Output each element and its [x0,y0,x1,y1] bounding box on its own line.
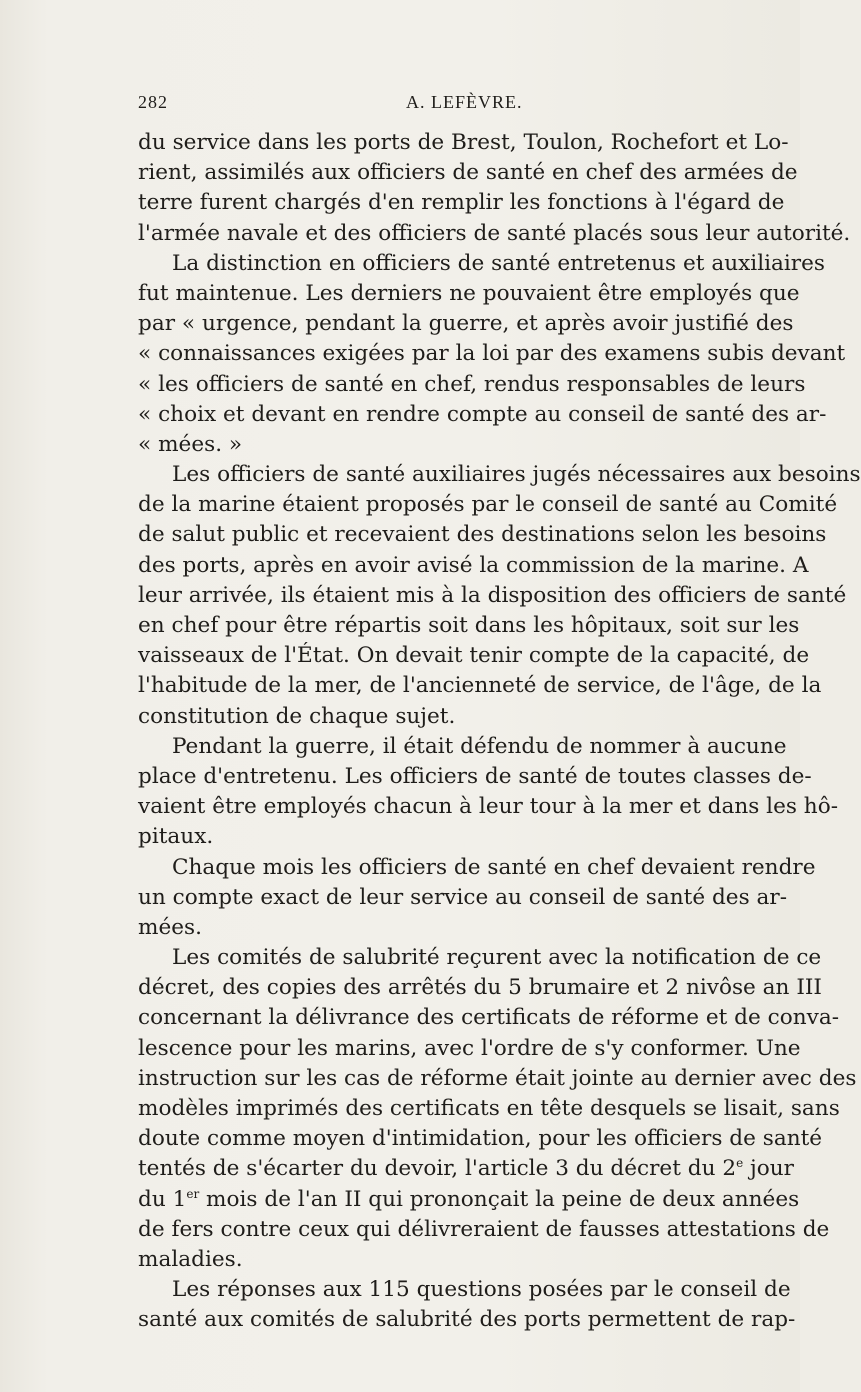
text-line: Les officiers de santé auxiliaires jugés nécessaires aux besoins [172,462,861,488]
text-line: santé aux comités de salubrité des ports permettent de rap- [138,1307,796,1333]
text-segment: jour [743,1156,794,1182]
text-line: rient, assimilés aux officiers de santé en chef des armées de [138,160,798,186]
text-line: Chaque mois les officiers de santé en chef devaient rendre [172,854,816,880]
page-number: 282 [138,92,168,112]
paragraph [138,853,816,944]
text-line: terre furent chargés d'en remplir les fonctions à l'égard de [138,190,785,216]
text-line: par « urgence, pendant la guerre, et après avoir justifié des [138,311,794,337]
text-line: vaient être employés chacun à leur tour à la mer et dans les hô- [138,794,839,820]
text-line: du service dans les ports de Brest, Toulon, Rochefort et Lo- [138,130,789,155]
text-line: en chef pour être répartis soit dans les hôpitaux, soit sur les [138,613,800,638]
text-line: « les officiers de santé en chef, rendus responsables de leurs [138,371,806,397]
text-segment: tentés de s'écarter du devoir, l'article 3 du décret du 2 [138,1156,737,1182]
text-line: Les comités de salubrité reçurent avec la notification de ce [172,945,822,971]
text-line: l'armée navale et des officiers de santé placés sous leur autorité. [138,220,851,246]
text-line: Pendant la guerre, il était défendu de nommer à aucune [172,733,787,759]
text-line: Les réponses aux 115 questions posées par le conseil de [172,1277,791,1303]
text-line: « choix et devant en rendre compte au conseil de santé des ar- [138,401,827,427]
body-text [138,128,861,1336]
paragraph [138,249,846,460]
text-line: La distinction en officiers de santé entretenus et auxiliaires [172,250,825,276]
text-line [138,1185,800,1215]
paragraph [138,943,857,1275]
text-line: mées. [138,914,202,940]
paragraph [138,128,851,249]
text-line: décret, des copies des arrêtés du 5 brumaire et 2 nivôse an III [138,975,822,1001]
text-segment: du 1 [138,1186,187,1212]
text-line: place d'entretenu. Les officiers de santé de toutes classes de- [138,763,812,789]
text-line: fut maintenue. Les derniers ne pouvaient être employés que [138,280,800,306]
superscript: er [186,1186,200,1201]
text-line: l'habitude de la mer, de l'ancienneté de service, de l'âge, de la [138,673,822,699]
text-line: instruction sur les cas de réforme était jointe au dernier avec des [138,1065,857,1091]
paragraph [138,1275,796,1335]
text-line: pitaux. [138,824,214,850]
text-line: « mées. » [138,431,243,457]
text-line: « connaissances exigées par la loi par des examens subis devant [138,341,846,367]
text-line: de fers contre ceux qui délivreraient de fausses attestations de [138,1216,830,1242]
text-line: modèles imprimés des certificats en tête desquels se lisait, sans [138,1096,840,1121]
page-header [138,92,766,118]
text-line: constitution de chaque sujet. [138,703,456,729]
text-line: un compte exact de leur service au conseil de santé des ar- [138,884,788,910]
superscript: e [736,1156,744,1171]
text-line: leur arrivée, ils étaient mis à la disposition des officiers de santé [138,582,847,608]
running-head: A. LEFÈVRE. [406,92,523,112]
text-line [138,1154,794,1184]
text-line: concernant la délivrance des certificats de réforme et de conva- [138,1005,840,1031]
text-segment: mois de l'an II qui prononçait la peine de deux années [199,1186,800,1212]
text-line: de la marine étaient proposés par le conseil de santé au Comité [138,492,838,518]
paragraph [138,732,839,853]
text-line: maladies. [138,1246,243,1272]
text-line: de salut public et recevaient des destinations selon les besoins [138,522,827,548]
text-line: vaisseaux de l'État. On devait tenir compte de la capacité, de [138,643,810,669]
paragraph [138,460,861,732]
text-line: doute comme moyen d'intimidation, pour les officiers de santé [138,1126,823,1152]
text-line: lescence pour les marins, avec l'ordre de s'y conformer. Une [138,1035,801,1061]
text-line: des ports, après en avoir avisé la commission de la marine. A [138,552,809,578]
